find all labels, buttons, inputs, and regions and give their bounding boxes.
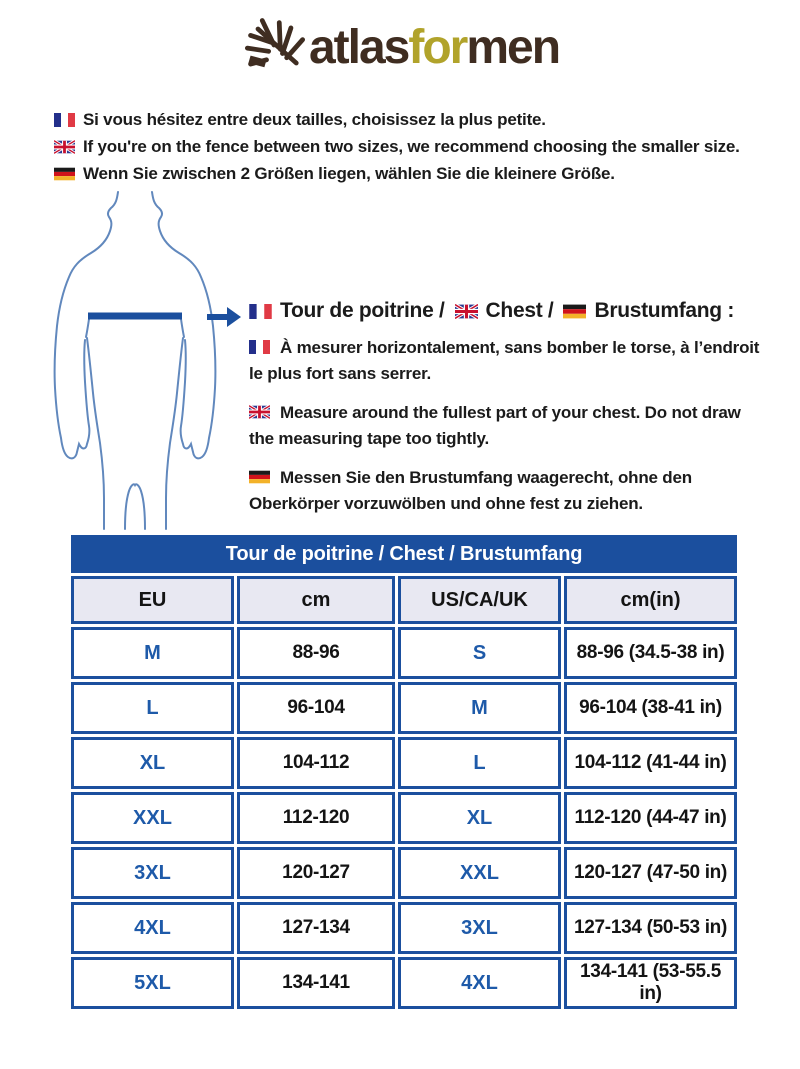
size-table-title-row <box>71 535 737 573</box>
cm-in-range-cell: 134-141 (53-55.5 in) <box>564 957 737 1009</box>
advice-text-en: If you're on the fence between two sizes, we recommend choosing the smaller size. <box>83 136 740 156</box>
right-arrow-icon <box>205 305 243 329</box>
france-flag-icon <box>54 113 75 127</box>
column-header-cmin: cm(in) <box>564 576 737 624</box>
eu-size-cell: XXL <box>71 792 234 844</box>
cm-range-cell: 120-127 <box>237 847 395 899</box>
uk-flag-icon <box>249 405 270 419</box>
size-advice-block <box>54 106 764 187</box>
measure-heading <box>249 299 765 323</box>
brand-men: men <box>466 21 560 74</box>
table-row <box>71 847 737 899</box>
cm-range-cell: 112-120 <box>237 792 395 844</box>
cm-range-cell: 127-134 <box>237 902 395 954</box>
figure-armpit-left <box>86 319 89 337</box>
advice-line-de <box>54 160 764 187</box>
column-header-uscauk: US/CA/UK <box>398 576 561 624</box>
cm-range-cell: 134-141 <box>237 957 395 1009</box>
table-row <box>71 902 737 954</box>
eu-size-cell: 4XL <box>71 902 234 954</box>
brand-logo <box>0 18 800 78</box>
cm-in-range-cell: 112-120 (44-47 in) <box>564 792 737 844</box>
germany-flag-icon <box>54 167 75 181</box>
uk-flag-icon <box>54 140 75 154</box>
germany-flag-icon <box>249 470 270 484</box>
figure-inner-legs <box>125 484 145 529</box>
table-row <box>71 792 737 844</box>
measure-paragraph-de: Messen Sie den Brustumfang waagerecht, ohne den Oberkörper vorzuwölben und ohne fest zu ziehen. <box>249 468 692 513</box>
us-size-cell: L <box>398 737 561 789</box>
cm-in-range-cell: 104-112 (41-44 in) <box>564 737 737 789</box>
figure-armpit-right <box>181 319 184 337</box>
cm-range-cell: 96-104 <box>237 682 395 734</box>
us-size-cell: 4XL <box>398 957 561 1009</box>
measure-paragraph-en: Measure around the fullest part of your chest. Do not draw the measuring tape too tightly. <box>249 403 741 448</box>
measure-heading-de: Brustumfang : <box>563 299 734 323</box>
uk-flag-icon <box>455 304 478 319</box>
cm-in-range-cell: 88-96 (34.5-38 in) <box>564 627 737 679</box>
us-size-cell: XL <box>398 792 561 844</box>
cm-in-range-cell: 96-104 (38-41 in) <box>564 682 737 734</box>
brand-wordmark <box>308 21 560 74</box>
table-row <box>71 957 737 1009</box>
table-row <box>71 737 737 789</box>
advice-line-en <box>54 133 764 160</box>
eu-size-cell: XL <box>71 737 234 789</box>
eu-size-cell: M <box>71 627 234 679</box>
cm-range-cell: 88-96 <box>237 627 395 679</box>
cm-in-range-cell: 120-127 (47-50 in) <box>564 847 737 899</box>
advice-line-fr <box>54 106 764 133</box>
size-table <box>68 532 740 1012</box>
figure-left-outline <box>55 192 118 458</box>
advice-text-de: Wenn Sie zwischen 2 Größen liegen, wählen Sie die kleinere Größe. <box>83 163 615 183</box>
table-row <box>71 627 737 679</box>
measure-instructions <box>249 299 765 530</box>
brand-for: for <box>408 21 467 74</box>
measure-paragraph-fr: À mesurer horizontalement, sans bomber le torse, à l’endroit le plus fort sans serrer. <box>249 338 760 383</box>
pine-branch-icon <box>241 14 309 78</box>
eu-size-cell: 5XL <box>71 957 234 1009</box>
brand-atlas: atlas <box>308 21 409 74</box>
us-size-cell: 3XL <box>398 902 561 954</box>
germany-flag-icon <box>563 304 586 319</box>
us-size-cell: XXL <box>398 847 561 899</box>
eu-size-cell: L <box>71 682 234 734</box>
body-figure <box>30 188 260 530</box>
eu-size-cell: 3XL <box>71 847 234 899</box>
size-table-title: Tour de poitrine / Chest / Brustumfang <box>71 535 737 573</box>
us-size-cell: M <box>398 682 561 734</box>
column-header-eu: EU <box>71 576 234 624</box>
table-row <box>71 682 737 734</box>
france-flag-icon <box>249 304 272 319</box>
france-flag-icon <box>249 340 270 354</box>
measure-heading-en: Chest / <box>455 299 554 323</box>
cm-range-cell: 104-112 <box>237 737 395 789</box>
measure-heading-fr: Tour de poitrine / <box>249 299 445 323</box>
column-header-cm: cm <box>237 576 395 624</box>
us-size-cell: S <box>398 627 561 679</box>
advice-text-fr: Si vous hésitez entre deux tailles, choisissez la plus petite. <box>83 109 546 129</box>
cm-in-range-cell: 127-134 (50-53 in) <box>564 902 737 954</box>
size-table-header-row <box>71 576 737 624</box>
